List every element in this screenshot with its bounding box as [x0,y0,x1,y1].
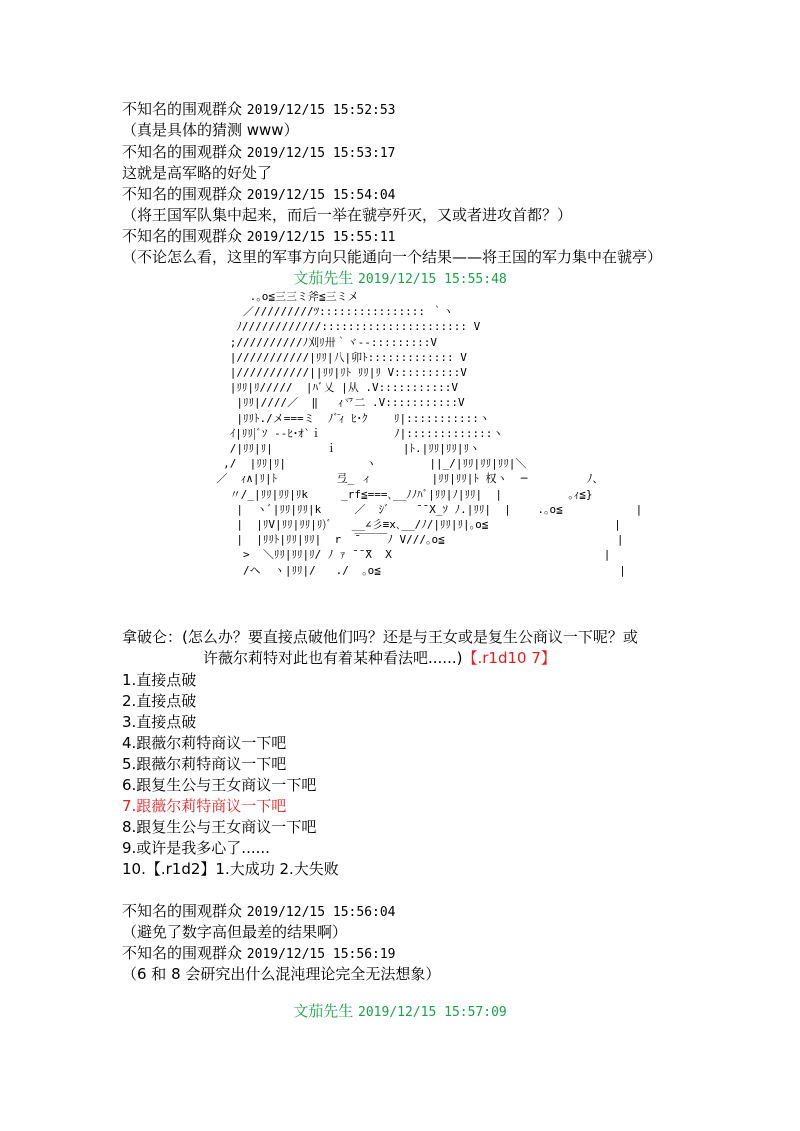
post-4-header [122,226,396,248]
post-author: 不知名的围观群众 [122,143,243,161]
post-2-text: 这就是高军略的好处了 [122,164,273,182]
post-5-header [122,901,396,923]
post-author: 不知名的围观群众 [122,100,243,118]
option-3: 3.直接点破 [122,713,197,731]
host-post-1-header [0,268,800,290]
option-1: 1.直接点破 [122,671,197,689]
option-2: 2.直接点破 [122,692,197,710]
host-author: 文茄先生 [293,1002,354,1020]
dice-roll-result: 【.r1d10 7】 [462,649,556,667]
post-3-header [122,184,396,206]
host-author: 文茄先生 [293,269,354,287]
post-2-header [122,142,396,164]
post-6-header [122,943,396,965]
post-6-text: （6 和 8 会研究出什么混沌理论完全无法想象） [122,965,441,983]
option-6: 6.跟复生公与王女商议一下吧 [122,776,317,794]
post-author: 不知名的围观群众 [122,185,243,203]
post-5-text: （避免了数字高但最差的结果啊） [122,923,348,941]
option-4: 4.跟薇尔莉特商议一下吧 [122,734,287,752]
option-7-selected: 7.跟薇尔莉特商议一下吧 [122,797,287,815]
option-10: 10.【.r1d2】1.大成功 2.大失败 [122,860,339,878]
host-timestamp: 2019/12/15 15:57:09 [358,1005,507,1020]
post-author: 不知名的围观群众 [122,944,243,962]
post-4-text: （不论怎么看，这里的军事方向只能通向一个结果——将王国的军力集中在虢亭） [122,248,663,266]
post-1-text: （真是具体的猜测 www） [122,121,299,139]
post-timestamp: 2019/12/15 15:56:19 [246,947,396,962]
post-1-header [122,99,396,121]
post-timestamp: 2019/12/15 15:54:04 [246,188,396,203]
ascii-art: .｡o≦三三ミ斧≦三ミメ ／/////////ﾂ:::::::::::::::: ｀ヽ ﾉ////////////:::::::::::::::::::::: V ;//////////ﾉ刈ﾘ卅｀ヾ--:::::::::V |///////////|ﾘﾘ|八|卯ﾄ::::::::::::: V |///////////||ﾘﾘ|ﾘﾄ ﾘﾘ|ﾘ V::::::::::V |ﾘﾘ|ﾘ///// |ﾊﾞ乂 |从 .V:::::::::::V |ﾘﾘ|////／ ‖ ｨ乊二 .V:::::::::::V |ﾘﾘﾄ./メ===ミ ﾉﾞ̄ｨ ﾋ･ｸ ﾘ|:::::::::::ヽ ｲ|ﾘﾘ|ﾞｿ --ﾋ･ｵ`ｉ ﾉ|:::::::::::::ヽ /|ﾘﾘ|ﾘ| ｉ |ﾄ.|ﾘﾘ|ﾘﾘ|ﾘヽ ,/ |ﾘﾘ|ﾘ| ヽ ||_/|ﾘﾘ|ﾘﾘ|ﾘﾘ|＼ ／ ｨ∧|ﾘ|ﾄ 弖_ ィ |ﾘﾘ|ﾘﾘ|ﾄ 权ヽ ─ ﾉ、 〃/_|ﾘﾘ|ﾘﾘ|ﾘk _rf≦===､__ﾉﾉﾊﾞ|ﾘﾘ|ﾉ|ﾘﾘ| | ｡ｨ≦} | ヽﾞ|ﾘﾘ|ﾘﾘ|k ／ ｼﾞ ̄ ̄ X_ｿ ﾉ.|ﾘﾘ| | .｡o≦ | | |ﾘV|ﾘﾘ|ﾘﾘ|ﾘ)ﾞ __∠彡≡x､__/ﾉ/|ﾘﾘ|ﾘ|｡o≦ | | |ﾘﾘﾄ|ﾘﾘ|ﾘﾘ| r ̄￣￣￣ﾉ V///｡o≦ | > ＼ﾘﾘ|ﾘﾘ|ﾘ/ ﾉ ｧ ̄ ̄ ̄X X | /ヘ ヽ|ﾘﾘ|/ ./ ｡o≦ | [216,290,643,577]
option-5: 5.跟薇尔莉特商议一下吧 [122,755,287,773]
post-author: 不知名的围观群众 [122,227,243,245]
dialogue-text: 许薇尔莉特对此也有着某种看法吧......) [203,649,463,667]
host-dialogue-line-2 [203,648,556,668]
host-timestamp: 2019/12/15 15:55:48 [358,272,507,287]
option-9: 9.或许是我多心了...... [122,839,270,857]
host-dialogue-line-1: 拿破仑：(怎么办？要直接点破他们吗？还是与王女或是复生公商议一下呢？或 [122,628,638,646]
post-timestamp: 2019/12/15 15:55:11 [246,230,396,245]
post-timestamp: 2019/12/15 15:52:53 [246,103,396,118]
post-timestamp: 2019/12/15 15:56:04 [246,905,396,920]
post-author: 不知名的围观群众 [122,902,243,920]
post-3-text: （将王国军队集中起来，而后一举在虢亭歼灭，又或者进攻首都？） [122,206,573,224]
host-post-2-header [0,1001,800,1023]
post-timestamp: 2019/12/15 15:53:17 [246,146,396,161]
option-8: 8.跟复生公与王女商议一下吧 [122,818,317,836]
